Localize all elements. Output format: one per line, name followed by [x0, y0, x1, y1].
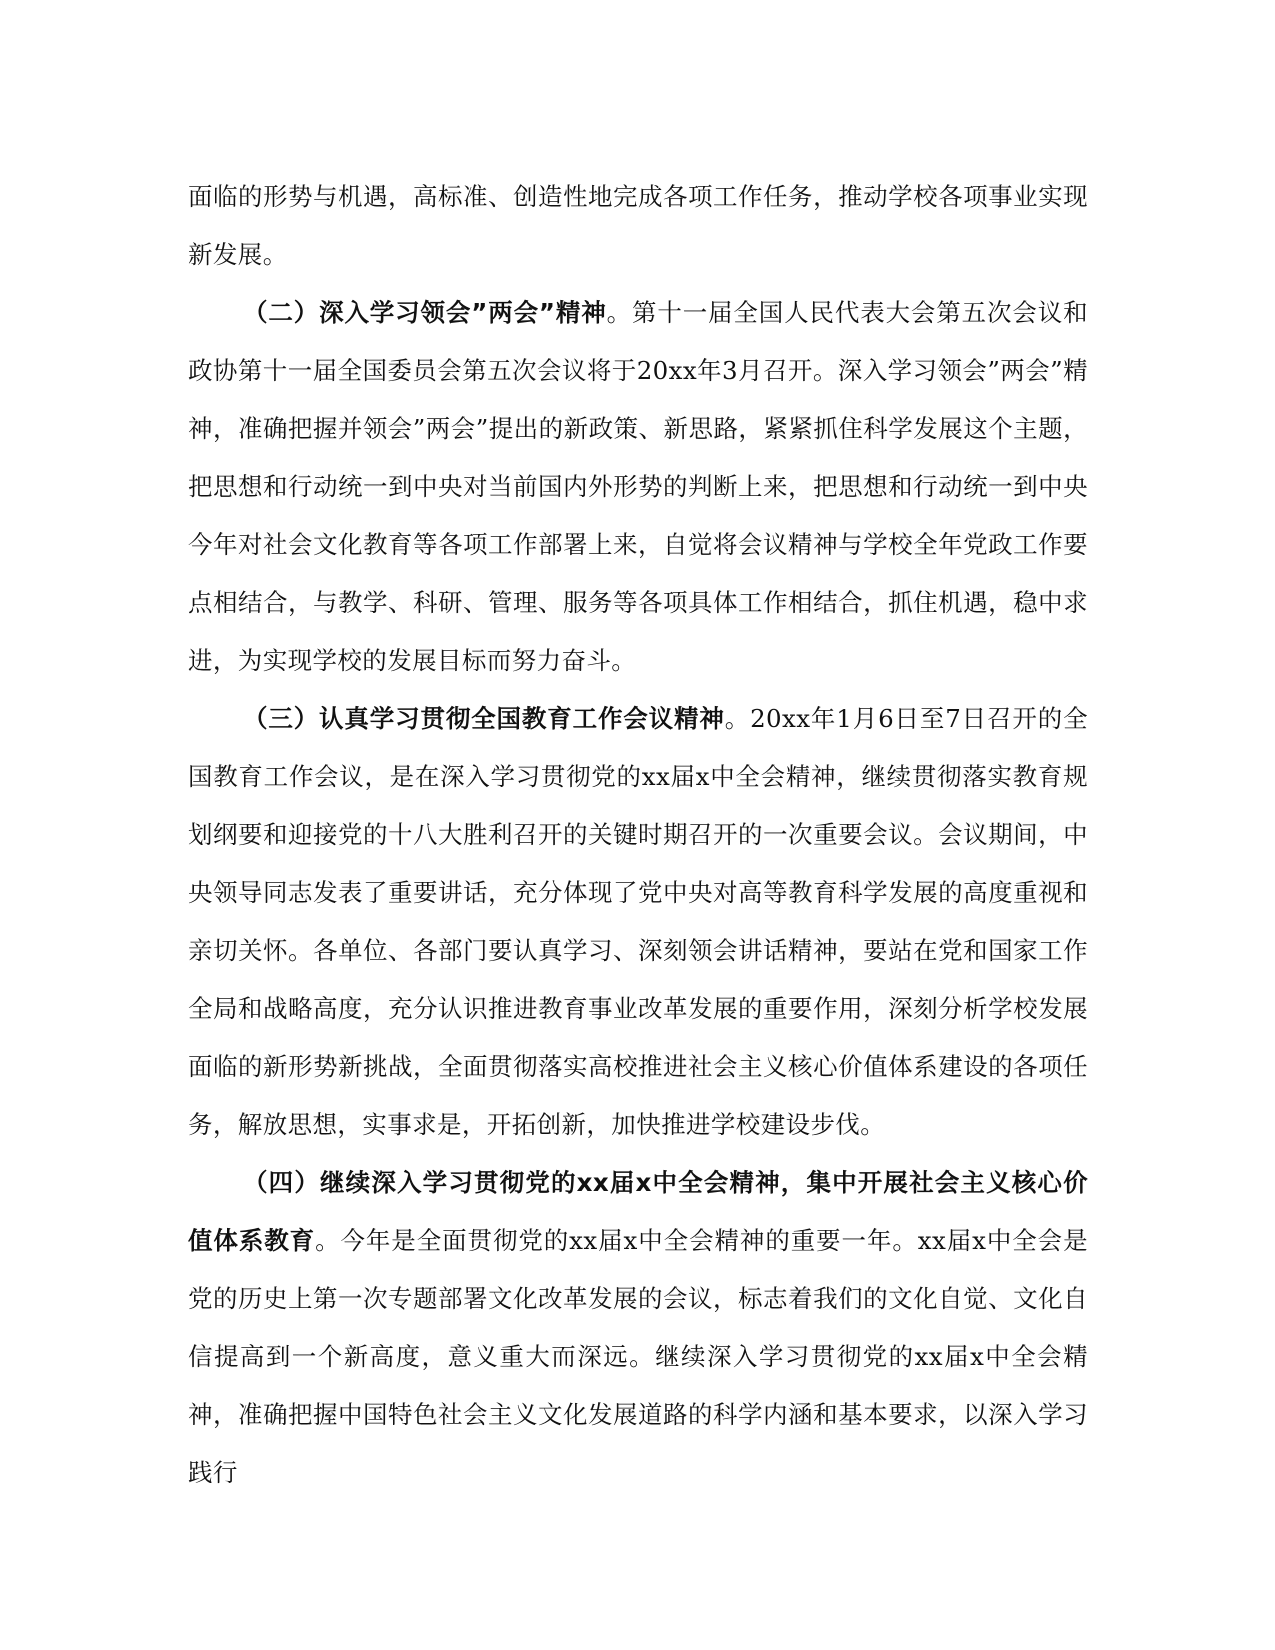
- paragraph-text: 。今年是全面贯彻党的xx届x中全会精神的重要一年。xx届x中全会是党的历史上第一次专题部署文化改革发展的会议，标志着我们的文化自觉、文化自信提高到一个新高度，意义重大而深远。继续深入学习贯彻党的xx届x中全会精神，准确把握中国特色社会主义文化发展道路的科学内涵和基本要求，以深入学习践行: [188, 1226, 1088, 1487]
- paragraph-continuation: [188, 168, 1088, 284]
- paragraph-text: 。20xx年1月6日至7日召开的全国教育工作会议，是在深入学习贯彻党的xx届x中全会精神，继续贯彻落实教育规划纲要和迎接党的十八大胜利召开的关键时期召开的一次重要会议。会议期间，中央领导同志发表了重要讲话，充分体现了党中央对高等教育科学发展的高度重视和亲切关怀。各单位、各部门要认真学习、深刻领会讲话精神，要站在党和国家工作全局和战略高度，充分认识推进教育事业改革发展的重要作用，深刻分析学校发展面临的新形势新挑战，全面贯彻落实高校推进社会主义核心价值体系建设的各项任务，解放思想，实事求是，开拓创新，加快推进学校建设步伐。: [188, 704, 1088, 1139]
- section-heading: （四）继续深入学习贯彻党的xx届x中全会精神，集中开展社会主义核心价值体系教育: [188, 1168, 1088, 1255]
- paragraph-text: 。第十一届全国人民代表大会第五次会议和政协第十一届全国委员会第五次会议将于20xx年3月召开。深入学习领会”两会”精神，准确把握并领会”两会”提出的新政策、新思路，紧紧抓住科学发展这个主题，把思想和行动统一到中央对当前国内外形势的判断上来，把思想和行动统一到中央今年对社会文化教育等各项工作部署上来，自觉将会议精神与学校全年党政工作要点相结合，与教学、科研、管理、服务等各项具体工作相结合，抓住机遇，稳中求进，为实现学校的发展目标而努力奋斗。: [188, 298, 1088, 675]
- section-heading: （三）认真学习贯彻全国教育工作会议精神: [243, 704, 725, 733]
- paragraph-section-2: [188, 284, 1088, 690]
- paragraph-text: 面临的形势与机遇，高标准、创造性地完成各项工作任务，推动学校各项事业实现新发展。: [188, 182, 1088, 269]
- section-heading: （二）深入学习领会”两会”精神: [243, 298, 607, 327]
- document-body: [188, 168, 1088, 1502]
- paragraph-section-3: [188, 690, 1088, 1154]
- paragraph-section-4: [188, 1154, 1088, 1502]
